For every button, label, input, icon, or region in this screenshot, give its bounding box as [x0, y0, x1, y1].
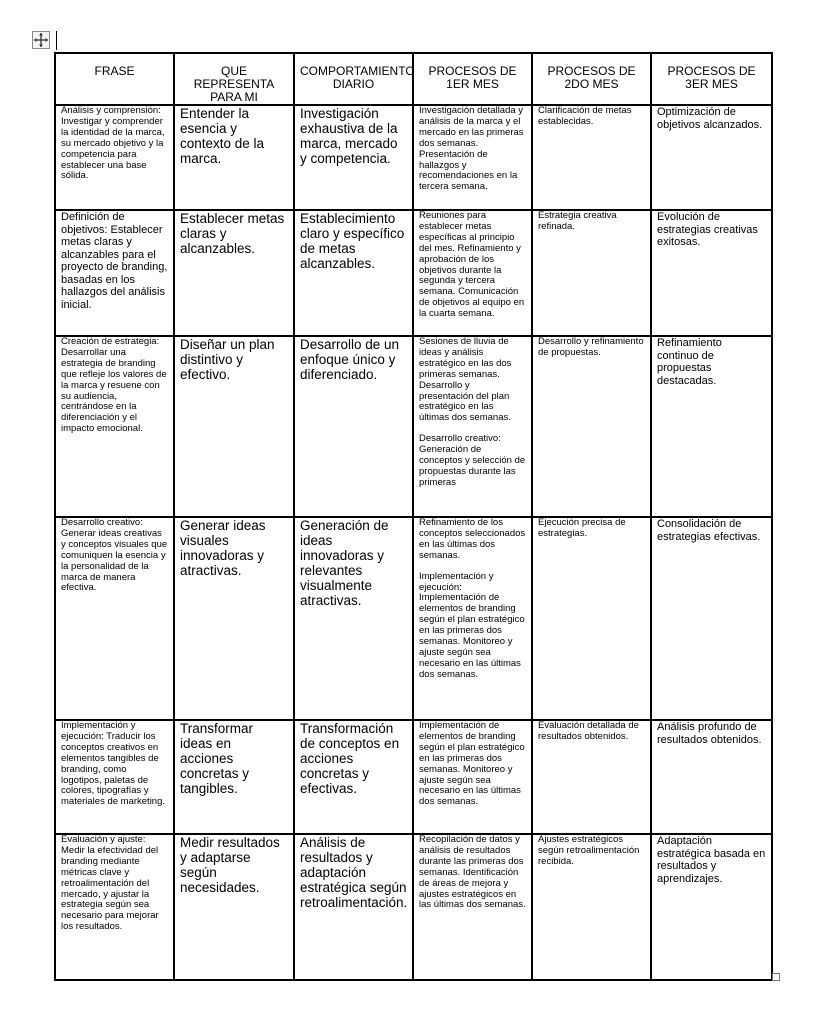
table-row	[55, 517, 772, 720]
cell-frase[interactable]: Implementación y ejecución: Traducir los conceptos creativos en elementos tangibles de branding, como logotipos, paletas de colores, tipografías y materiales de marketing.	[55, 720, 174, 834]
table-row	[55, 834, 772, 980]
cell-paragraph: Implementación de elementos de branding según el plan estratégico en las primeras dos semanas. Monitoreo y ajuste según sea necesario en las últimas dos semanas.	[419, 720, 525, 808]
table-row	[55, 720, 772, 834]
cell-representa[interactable]: Diseñar un plan distintivo y efectivo.	[174, 336, 294, 517]
cell-mes-2[interactable]: Ajustes estratégicos según retroalimentación recibida.	[532, 834, 651, 980]
table-resize-handle[interactable]	[772, 973, 780, 981]
cell-mes-1[interactable]	[413, 517, 532, 720]
cell-paragraph: Desarrollo creativo: Generación de conceptos y selección de propuestas durante las primeras	[419, 433, 526, 488]
cell-frase[interactable]: Creación de estrategia: Desarrollar una estrategia de branding que refleje los valores de la marca y resuene con su audiencia, centrándose en la diferenciación y el impacto emocional.	[55, 336, 174, 517]
cell-mes-2[interactable]: Clarificación de metas establecidas.	[532, 105, 651, 210]
cell-mes-2[interactable]: Evaluación detallada de resultados obtenidos.	[532, 720, 651, 834]
cell-paragraph: Implementación y ejecución: Implementación de elementos de branding según el plan estratégico en las primeras dos semanas. Monitoreo y ajuste según sea necesario en las últimas dos semanas.	[419, 570, 525, 680]
cell-paragraph: Recopilación de datos y análisis de resultados durante las primeras dos semanas. Identificación de áreas de mejora y ajustes estratégicos en las últimas dos semanas.	[419, 834, 526, 911]
cell-comportamiento[interactable]: Transformación de conceptos en acciones concretas y efectivas.	[294, 720, 413, 834]
cell-mes-2[interactable]: Ejecución precisa de estrategias.	[532, 517, 651, 720]
cell-mes-1[interactable]	[413, 834, 532, 980]
cell-comportamiento[interactable]: Análisis de resultados y adaptación estratégica según retroalimentación.	[294, 834, 413, 980]
cell-mes-3[interactable]: Optimización de objetivos alcanzados.	[651, 105, 772, 210]
cell-mes-3[interactable]: Refinamiento continuo de propuestas destacadas.	[651, 336, 772, 517]
table-move-handle-icon[interactable]	[32, 31, 50, 49]
cell-mes-1[interactable]	[413, 720, 532, 834]
cell-representa[interactable]: Entender la esencia y contexto de la marca.	[174, 105, 294, 210]
cell-representa[interactable]: Transformar ideas en acciones concretas y tangibles.	[174, 720, 294, 834]
cell-mes-3[interactable]: Adaptación estratégica basada en resultados y aprendizajes.	[651, 834, 772, 980]
cell-frase[interactable]: Definición de objetivos: Establecer metas claras y alcanzables para el proyecto de branding, basadas en los hallazgos del análisis inicial.	[55, 210, 174, 336]
cell-paragraph: Refinamiento de los conceptos seleccionados en las últimas dos semanas.	[419, 517, 526, 561]
header-frase[interactable]: FRASE	[55, 53, 174, 105]
cell-paragraph: Investigación detallada y análisis de la marca y el mercado en las primeras dos semanas. Presentación de hallazgos y recomendaciones en la tercera semana.	[419, 105, 524, 193]
table-row	[55, 105, 772, 210]
header-mes-2[interactable]: PROCESOS DE 2DO MES	[532, 53, 651, 105]
cell-comportamiento[interactable]: Generación de ideas innovadoras y relevantes visualmente atractivas.	[294, 517, 413, 720]
header-que-representa[interactable]: QUE REPRESENTA PARA MI	[174, 53, 294, 105]
header-mes-1[interactable]: PROCESOS DE 1ER MES	[413, 53, 532, 105]
cell-mes-3[interactable]: Evolución de estrategias creativas exitosas.	[651, 210, 772, 336]
cell-mes-1[interactable]	[413, 105, 532, 210]
cell-comportamiento[interactable]: Establecimiento claro y específico de metas alcanzables.	[294, 210, 413, 336]
cell-frase[interactable]: Desarrollo creativo: Generar ideas creativas y conceptos visuales que comuniquen la esencia y la personalidad de la marca de manera efectiva.	[55, 517, 174, 720]
cell-representa[interactable]: Medir resultados y adaptarse según necesidades.	[174, 834, 294, 980]
cell-mes-1[interactable]	[413, 210, 532, 336]
table-row	[55, 336, 772, 517]
text-cursor	[56, 31, 57, 50]
cell-mes-3[interactable]: Consolidación de estrategias efectivas.	[651, 517, 772, 720]
header-mes-3[interactable]: PROCESOS DE 3ER MES	[651, 53, 772, 105]
table-header-row	[55, 53, 772, 105]
cell-paragraph: Reuniones para establecer metas específicas al principio del mes. Refinamiento y aprobación de los objetivos durante la segunda y tercera semana. Comunicación de objetivos al equipo en la cuarta semana.	[419, 210, 525, 320]
cell-frase[interactable]: Análisis y comprensión: Investigar y comprender la identidad de la marca, su mercado objetivo y la competencia para establecer una base sólida.	[55, 105, 174, 210]
cell-comportamiento[interactable]: Investigación exhaustiva de la marca, mercado y competencia.	[294, 105, 413, 210]
cell-representa[interactable]: Generar ideas visuales innovadoras y atractivas.	[174, 517, 294, 720]
branding-process-table	[54, 52, 773, 981]
cell-mes-2[interactable]: Estrategia creativa refinada.	[532, 210, 651, 336]
header-comportamiento[interactable]: COMPORTAMIENTO DIARIO	[294, 53, 413, 105]
cell-comportamiento[interactable]: Desarrollo de un enfoque único y diferenciado.	[294, 336, 413, 517]
cell-paragraph: Sesiones de lluvia de ideas y análisis estratégico en las dos primeras semanas. Desarrollo y presentación del plan estratégico en las últimas dos semanas.	[419, 336, 512, 424]
table-row	[55, 210, 772, 336]
cell-representa[interactable]: Establecer metas claras y alcanzables.	[174, 210, 294, 336]
cell-mes-2[interactable]: Desarrollo y refinamiento de propuestas.	[532, 336, 651, 517]
cell-frase[interactable]: Evaluación y ajuste: Medir la efectividad del branding mediante métricas clave y retroalimentación del mercado, y ajustar la estrategia según sea necesario para mejorar los resultados.	[55, 834, 174, 980]
cell-mes-1[interactable]	[413, 336, 532, 517]
cell-mes-3[interactable]: Análisis profundo de resultados obtenidos.	[651, 720, 772, 834]
